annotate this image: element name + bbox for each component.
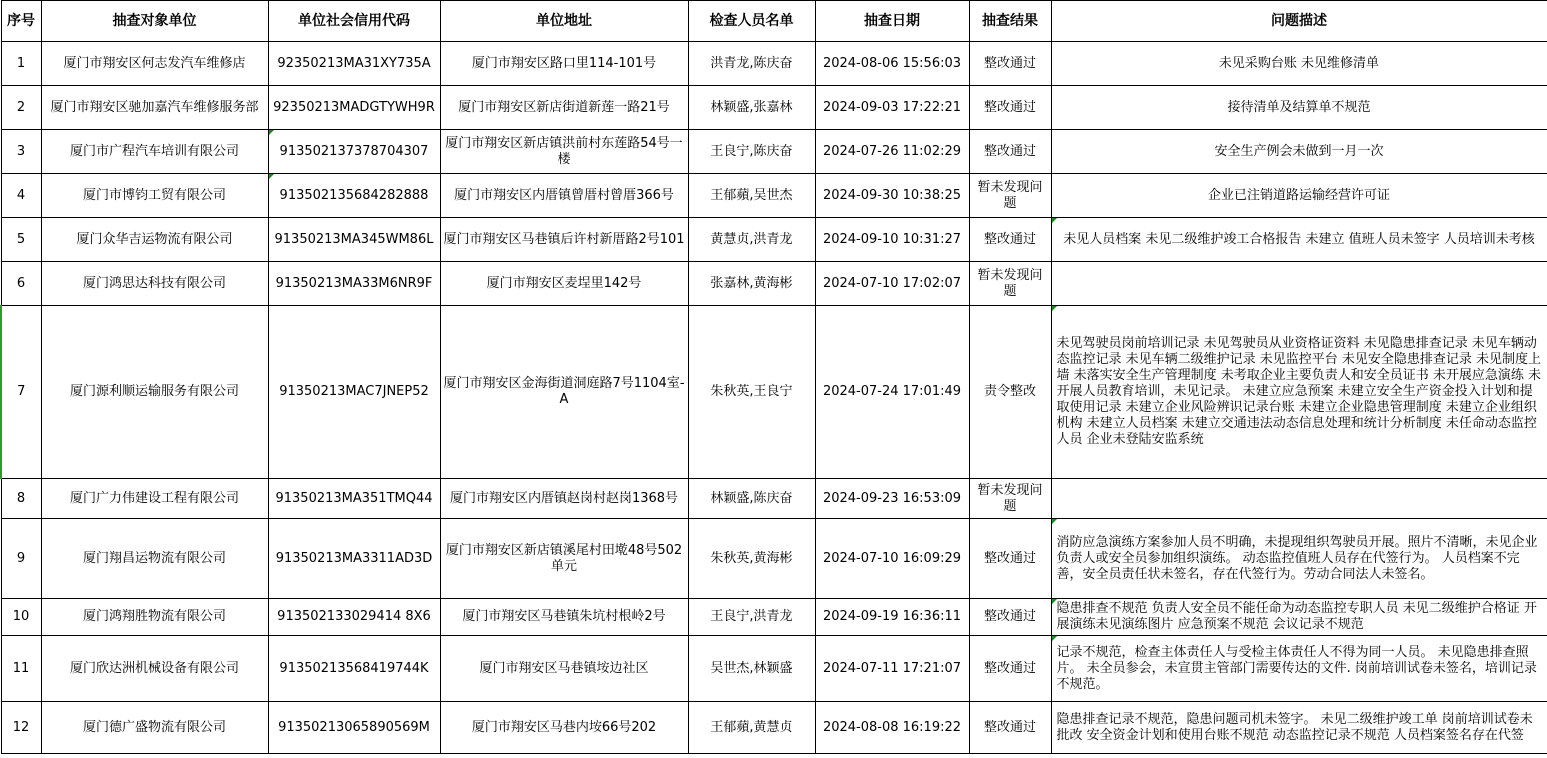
cell-code[interactable]: 91350213065890569M (268, 702, 440, 754)
cell-result[interactable]: 整改通过 (969, 519, 1051, 599)
cell-issue[interactable]: 未见人员档案 未见二级维护竣工合格报告 未建立 值班人员未签字 人员培训未考核 (1051, 218, 1547, 262)
cell-no[interactable]: 2 (1, 86, 41, 130)
header-date: 抽查日期 (815, 1, 969, 42)
cell-result[interactable]: 责令整改 (969, 306, 1051, 479)
table-row (1, 174, 1547, 218)
cell-no[interactable]: 4 (1, 174, 41, 218)
cell-staff[interactable]: 洪青龙,陈庆奋 (688, 42, 815, 86)
cell-issue[interactable]: 隐患排查记录不规范，隐患问题司机未签字。 未见二级维护竣工单 岗前培训试卷未批改 安全资金计划和使用台账不规范 动态监控记录不规范 人员档案签名存在代签 (1051, 702, 1547, 754)
header-result: 抽查结果 (969, 1, 1051, 42)
cell-date[interactable]: 2024-09-30 10:38:25 (815, 174, 969, 218)
cell-result[interactable]: 整改通过 (969, 86, 1051, 130)
cell-address[interactable]: 厦门市翔安区金海街道洞庭路7号1104室-A (440, 306, 688, 479)
cell-issue[interactable]: 隐患排查不规范 负责人安全员不能任命为动态监控专职人员 未见二级维护合格证 开展演练未见演练图片 应急预案不规范 会议记录不规范 (1051, 599, 1547, 636)
cell-result[interactable]: 整改通过 (969, 599, 1051, 636)
cell-no[interactable]: 3 (1, 130, 41, 174)
cell-code[interactable]: 91350213MA351TMQ44 (268, 479, 440, 519)
cell-no[interactable]: 11 (1, 636, 41, 702)
cell-unit[interactable]: 厦门众华吉运物流有限公司 (41, 218, 268, 262)
cell-address[interactable]: 厦门市翔安区路口里114-101号 (440, 42, 688, 86)
cell-date[interactable]: 2024-07-24 17:01:49 (815, 306, 969, 479)
table-row (1, 218, 1547, 262)
cell-date[interactable]: 2024-08-08 16:19:22 (815, 702, 969, 754)
cell-code[interactable]: 91350213MA3311AD3D (268, 519, 440, 599)
cell-unit[interactable]: 厦门欣达洲机械设备有限公司 (41, 636, 268, 702)
cell-result[interactable]: 暂未发现问题 (969, 174, 1051, 218)
cell-result[interactable]: 整改通过 (969, 702, 1051, 754)
header-address: 单位地址 (440, 1, 688, 42)
table-row (1, 702, 1547, 754)
cell-staff[interactable]: 林颖盛,陈庆奋 (688, 479, 815, 519)
cell-result[interactable]: 整改通过 (969, 42, 1051, 86)
table-row (1, 599, 1547, 636)
cell-date[interactable]: 2024-07-10 16:09:29 (815, 519, 969, 599)
cell-staff[interactable]: 张嘉林,黄海彬 (688, 262, 815, 306)
cell-result[interactable]: 整改通过 (969, 130, 1051, 174)
table-row (1, 306, 1547, 479)
table-row (1, 42, 1547, 86)
cell-address[interactable]: 厦门市翔安区内厝镇赵岗村赵岗1368号 (440, 479, 688, 519)
header-issue: 问题描述 (1051, 1, 1547, 42)
table-row (1, 479, 1547, 519)
cell-code[interactable]: 913502133029414 8X6 (268, 599, 440, 636)
cell-unit[interactable]: 厦门市广程汽车培训有限公司 (41, 130, 268, 174)
cell-issue[interactable]: 未见驾驶员岗前培训记录 未见驾驶员从业资格证资料 未见隐患排查记录 未见车辆动态监控记录 未见车辆二级维护记录 未见监控平台 未见安全隐患排查记录 未见制度上墙 未落实安全生产管理制度 未考取企业主要负责人和安全员证书 未开展应急演练 未开展人员教育培训，未见记录。 未建立应急预案 未建立安全生产资金投入计划和提取使用记录 未建立企业风险辨识记录台账 未建立企业隐患管理制度 未建立企业组织机构 未建立人员档案 未建立交通违法动态信息处理和统计分析制度 未任命动态监控人员 企业未登陆安监系统 (1051, 306, 1547, 479)
cell-address[interactable]: 厦门市翔安区新店镇洪前村东莲路54号一楼 (440, 130, 688, 174)
cell-no[interactable]: 6 (1, 262, 41, 306)
cell-issue[interactable]: 消防应急演练方案参加人员不明确，未提现组织驾驶员开展。照片不清晰，未见企业负责人或安全员参加组织演练。 动态监控值班人员存在代签行为。 人员档案不完善，安全员责任状未签名，存在代签行为。劳动合同法人未签名。 (1051, 519, 1547, 599)
cell-no[interactable]: 9 (1, 519, 41, 599)
cell-staff[interactable]: 王郁蘋,吴世杰 (688, 174, 815, 218)
cell-no[interactable]: 8 (1, 479, 41, 519)
cell-staff[interactable]: 王郁蘋,黄慧贞 (688, 702, 815, 754)
cell-unit[interactable]: 厦门源利顺运输服务有限公司 (41, 306, 268, 479)
cell-staff[interactable]: 朱秋英,王良宁 (688, 306, 815, 479)
cell-address[interactable]: 厦门市翔安区新店街道新莲一路21号 (440, 86, 688, 130)
cell-unit[interactable]: 厦门翔昌运物流有限公司 (41, 519, 268, 599)
cell-code[interactable]: 91350213568419744K (268, 636, 440, 702)
cell-code[interactable]: 92350213MA31XY735A (268, 42, 440, 86)
cell-code[interactable]: 91350213MA345WM86L (268, 218, 440, 262)
cell-address[interactable]: 厦门市翔安区内厝镇曾厝村曾厝366号 (440, 174, 688, 218)
cell-address[interactable]: 厦门市翔安区马巷镇朱坑村根岭2号 (440, 599, 688, 636)
cell-result[interactable]: 整改通过 (969, 636, 1051, 702)
cell-date[interactable]: 2024-07-11 17:21:07 (815, 636, 969, 702)
cell-no[interactable]: 10 (1, 599, 41, 636)
cell-issue[interactable]: 安全生产例会未做到一月一次 (1051, 130, 1547, 174)
cell-date[interactable]: 2024-07-26 11:02:29 (815, 130, 969, 174)
cell-date[interactable]: 2024-09-19 16:36:11 (815, 599, 969, 636)
cell-no[interactable]: 5 (1, 218, 41, 262)
cell-date[interactable]: 2024-09-03 17:22:21 (815, 86, 969, 130)
cell-issue[interactable] (1051, 262, 1547, 306)
cell-staff[interactable]: 朱秋英,黄海彬 (688, 519, 815, 599)
cell-code[interactable]: 91350213MAC7JNEP52 (268, 306, 440, 479)
header-unit: 抽查对象单位 (41, 1, 268, 42)
cell-no[interactable]: 1 (1, 42, 41, 86)
cell-date[interactable]: 2024-09-23 16:53:09 (815, 479, 969, 519)
cell-address[interactable]: 厦门市翔安区马巷内垵66号202 (440, 702, 688, 754)
table-row (1, 130, 1547, 174)
header-no: 序号 (1, 1, 41, 42)
cell-unit[interactable]: 厦门鸿思达科技有限公司 (41, 262, 268, 306)
cell-unit[interactable]: 厦门市翔安区驰加嘉汽车维修服务部 (41, 86, 268, 130)
cell-address[interactable]: 厦门市翔安区麦埕里142号 (440, 262, 688, 306)
cell-unit[interactable]: 厦门市博钧工贸有限公司 (41, 174, 268, 218)
cell-address[interactable]: 厦门市翔安区马巷镇后许村新厝路2号101 (440, 218, 688, 262)
cell-staff[interactable]: 林颖盛,张嘉林 (688, 86, 815, 130)
cell-unit[interactable]: 厦门市翔安区何志发汽车维修店 (41, 42, 268, 86)
cell-code[interactable]: 91350213MA33M6NR9F (268, 262, 440, 306)
cell-issue[interactable]: 企业已注销道路运输经营许可证 (1051, 174, 1547, 218)
header-code: 单位社会信用代码 (268, 1, 440, 42)
cell-staff[interactable]: 王良宁,洪青龙 (688, 599, 815, 636)
cell-result[interactable]: 暂未发现问题 (969, 479, 1051, 519)
cell-no[interactable]: 12 (1, 702, 41, 754)
cell-result[interactable]: 暂未发现问题 (969, 262, 1051, 306)
cell-staff[interactable]: 黄慧贞,洪青龙 (688, 218, 815, 262)
cell-result[interactable]: 整改通过 (969, 218, 1051, 262)
cell-staff[interactable]: 王良宁,陈庆奋 (688, 130, 815, 174)
cell-address[interactable]: 厦门市翔安区新店镇溪尾村田墘48号502单元 (440, 519, 688, 599)
cell-issue[interactable]: 未见采购台账 未见维修清单 (1051, 42, 1547, 86)
cell-issue[interactable] (1051, 479, 1547, 519)
cell-unit[interactable]: 厦门德广盛物流有限公司 (41, 702, 268, 754)
cell-date[interactable]: 2024-07-10 17:02:07 (815, 262, 969, 306)
header-row (1, 1, 1547, 42)
cell-address[interactable]: 厦门市翔安区马巷镇垵边社区 (440, 636, 688, 702)
table-row (1, 636, 1547, 702)
table-row (1, 519, 1547, 599)
cell-issue[interactable]: 记录不规范，检查主体责任人与受检主体责任人不得为同一人员。 未见隐患排查照片。 未全员参会，未宣贯主管部门需要传达的文件. 岗前培训试卷未签名，培训记录不规范。 (1051, 636, 1547, 702)
cell-no[interactable]: 7 (1, 306, 41, 479)
cell-date[interactable]: 2024-08-06 15:56:03 (815, 42, 969, 86)
table-row (1, 262, 1547, 306)
cell-code[interactable]: 92350213MADGTYWH9R (268, 86, 440, 130)
cell-unit[interactable]: 厦门广力伟建设工程有限公司 (41, 479, 268, 519)
cell-code[interactable]: 913502135684282888 (268, 174, 440, 218)
cell-date[interactable]: 2024-09-10 10:31:27 (815, 218, 969, 262)
table-row (1, 86, 1547, 130)
cell-unit[interactable]: 厦门鸿翔胜物流有限公司 (41, 599, 268, 636)
header-staff: 检查人员名单 (688, 1, 815, 42)
cell-issue[interactable]: 接待清单及结算单不规范 (1051, 86, 1547, 130)
cell-code[interactable]: 913502137378704307 (268, 130, 440, 174)
cell-staff[interactable]: 吴世杰,林颖盛 (688, 636, 815, 702)
